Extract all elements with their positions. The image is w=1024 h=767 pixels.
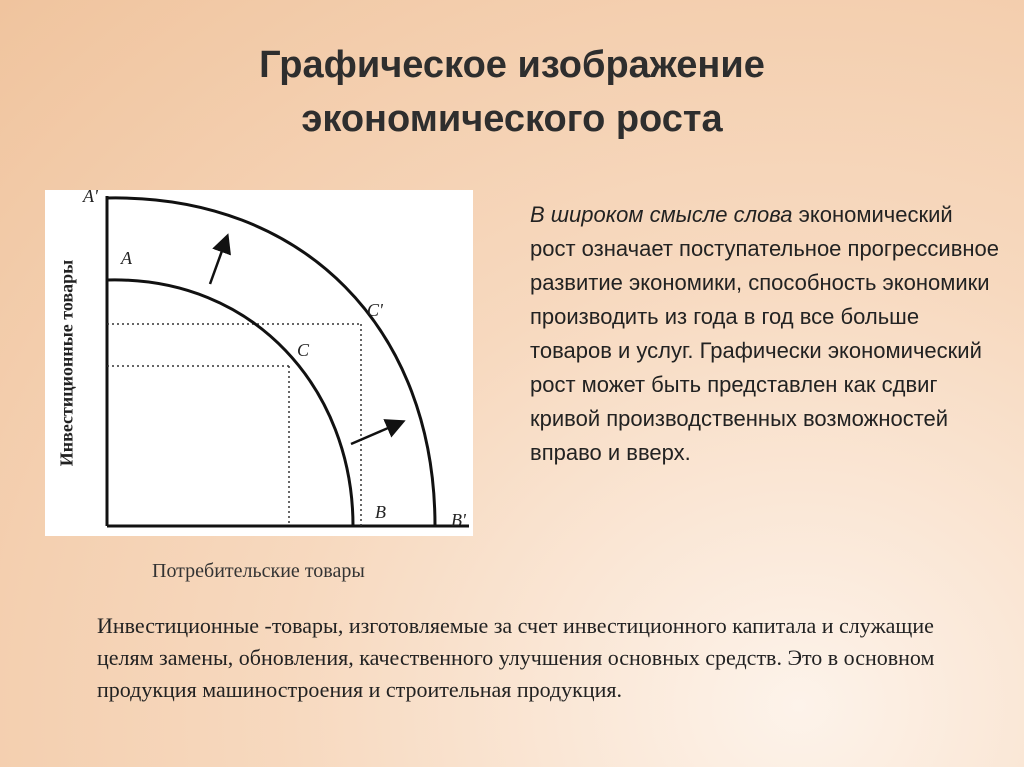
title-line-2: экономического роста [301, 98, 723, 140]
definition-body: экономический рост означает поступательное прогрессивное развитие экономики, способность экономики производить из года в год все больше товаров и услуг. Графически экономический рост может быть представлен как сдвиг кривой производственных возможностей вправо и вверх. [530, 202, 1000, 465]
ppf-curve-inner [107, 280, 353, 526]
investment-goods-note: Инвестиционные -товары, изготовляемые за счет инвестиционного капитала и служащие целям замены, обновления, качественного улучшения основных средств. Это в основном продукция машиностроения и строительная продукция. [97, 613, 935, 702]
point-b-label: B [375, 502, 386, 522]
point-c-prime-label: C' [367, 300, 383, 320]
ppf-curve-outer [107, 198, 435, 526]
definition-text [530, 198, 1000, 470]
y-axis-label: Инвестиционные товары [56, 259, 77, 467]
point-c-label: C [297, 340, 310, 360]
point-b-prime-label: B' [451, 510, 466, 530]
x-axis-caption: Потребительские товары [152, 560, 365, 582]
ppf-diagram [45, 186, 473, 536]
shift-right-arrow [351, 422, 402, 444]
definition-italic-lead: В широком смысле слова [530, 202, 793, 227]
title-line-1: Графическое изображение [259, 44, 765, 86]
shift-up-arrow [210, 237, 227, 284]
point-a-prime-label: A' [83, 186, 98, 206]
point-a-label: A [121, 248, 132, 268]
ppf-diagram-svg [45, 190, 473, 536]
slide-title [0, 38, 1024, 146]
